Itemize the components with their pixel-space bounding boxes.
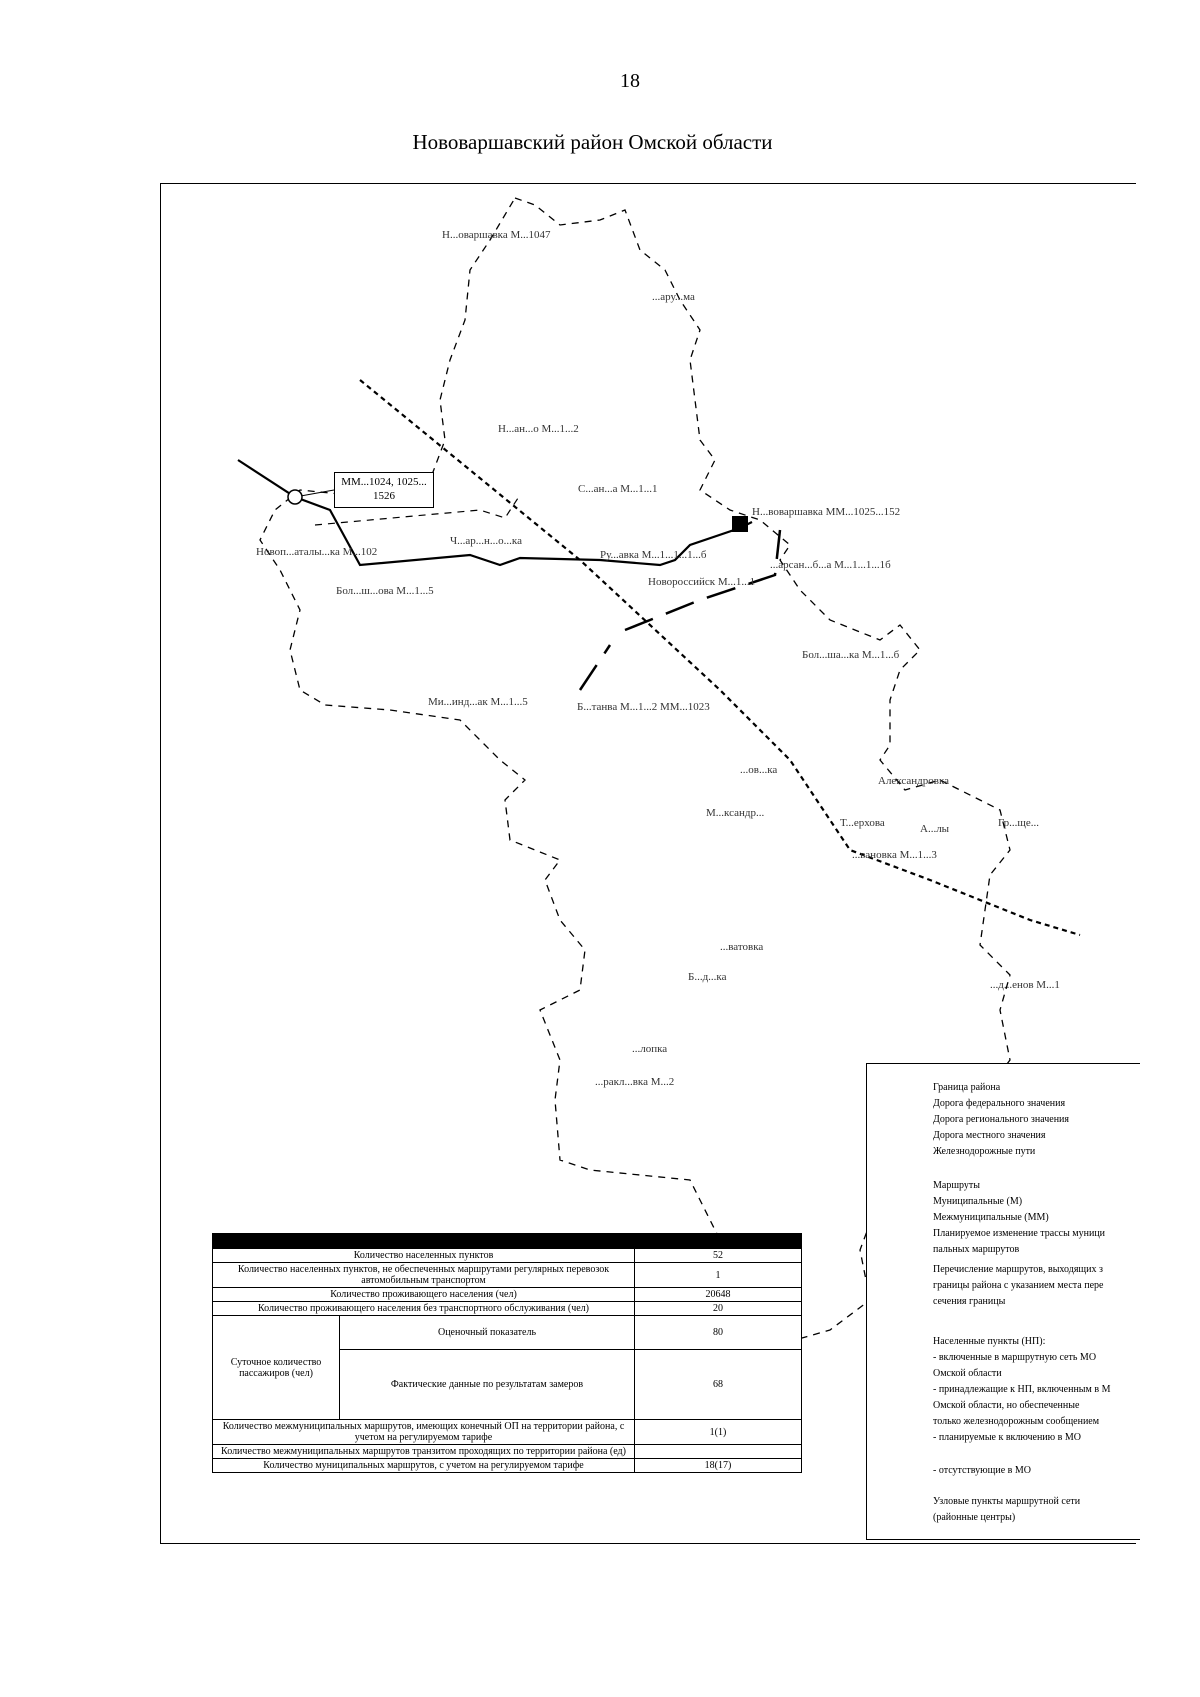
table-row	[213, 1445, 802, 1459]
place-label: Т...ерхова	[840, 817, 885, 829]
place-label: Гр...ще...	[998, 817, 1040, 829]
legend-item: Планируемое изменение трассы муници	[933, 1228, 1106, 1239]
place-label: М...ксандр...	[706, 807, 765, 819]
local-road	[580, 645, 610, 690]
table-cell-label: Количество населенных пунктов	[213, 1249, 635, 1263]
legend-item: Железнодорожные пути	[933, 1146, 1036, 1157]
table-row	[213, 1249, 802, 1263]
place-label: ...лопка	[632, 1043, 668, 1055]
table-cell-value: 80	[635, 1316, 802, 1350]
route-box-line: ММ...1024, 1025...	[341, 476, 427, 488]
legend-item: только железнодорожным сообщением	[933, 1416, 1100, 1427]
place-label: Бол...ш...ова М...1...5	[336, 585, 434, 597]
table-row	[213, 1420, 802, 1445]
statistics-table	[212, 1233, 802, 1473]
legend-item: Омской области, но обеспеченные	[933, 1400, 1080, 1411]
table-cell-value: 52	[635, 1249, 802, 1263]
place-label: ...д...енов М...1	[990, 979, 1060, 991]
legend-item: - включенные в маршрутную сеть МО	[933, 1352, 1097, 1363]
table-cell-label: Количество межмуниципальных маршрутов транзитом проходящих по территории района (ед)	[213, 1445, 635, 1459]
place-label: Новоп...аталы...ка М...102	[256, 546, 378, 558]
legend-item: сечения границы	[933, 1296, 1006, 1307]
table-cell-value: 20648	[635, 1288, 802, 1302]
table-row	[213, 1288, 802, 1302]
place-label: ...ракл...вка М...2	[595, 1076, 675, 1088]
table-cell-value	[635, 1445, 802, 1459]
table-cell-group: Суточное количество пассажиров (чел)	[213, 1316, 340, 1420]
table-cell-label: Фактические данные по результатам замеров	[340, 1350, 635, 1420]
place-label: А...лы	[920, 823, 950, 835]
legend-item: Межмуниципальные (ММ)	[933, 1212, 1049, 1223]
place-label: Б...д...ка	[688, 971, 727, 983]
page-title: Нововаршавский район Омской области	[412, 130, 773, 154]
legend-item: Муниципальные (М)	[933, 1196, 1023, 1207]
place-label: Александровка	[878, 775, 950, 787]
legend-item: Дорога федерального значения	[933, 1098, 1066, 1109]
legend-item: Маршруты	[933, 1180, 980, 1191]
boundary-crossing-marker	[288, 490, 302, 504]
place-label: Ру...авка М...1...1...1...б	[600, 549, 707, 561]
place-label: Ч...ар...н...о...ка	[450, 535, 522, 547]
place-label: ...ватовка	[720, 941, 764, 953]
place-label: ...вановка М...1...3	[852, 849, 937, 861]
legend-item: границы района с указанием места пере	[933, 1280, 1104, 1291]
place-label: Новороссийск М...1...1	[648, 576, 756, 588]
legend-item: (районные центры)	[933, 1512, 1016, 1523]
table-cell-label: Количество населенных пунктов, не обеспеченных маршрутами регулярных перевозок автомобильным транспортом	[213, 1263, 635, 1288]
legend-item: - принадлежащие к НП, включенным в М	[933, 1384, 1111, 1395]
place-label: ...ару...ма	[652, 291, 695, 303]
place-label: Н...ан...о М...1...2	[498, 423, 579, 435]
legend-item: Омской области	[933, 1368, 1002, 1379]
table-header-bar	[213, 1234, 802, 1249]
place-label: Бол...ша...ка М...1...б	[802, 649, 900, 661]
page-number: 18	[620, 70, 640, 92]
legend-item: пальных маршрутов	[933, 1244, 1020, 1255]
table-row	[213, 1263, 802, 1288]
place-label: С...ан...а М...1...1	[578, 483, 658, 495]
table-cell-value: 18(17)	[635, 1459, 802, 1473]
table-cell-value: 1	[635, 1263, 802, 1288]
legend-item: Узловые пункты маршрутной сети	[933, 1496, 1081, 1507]
table-cell-value: 1(1)	[635, 1420, 802, 1445]
table-cell-label: Количество межмуниципальных маршрутов, имеющих конечный ОП на территории района, с учетом на регулируемом тарифе	[213, 1420, 635, 1445]
legend-item: - планируемые к включению в МО	[933, 1432, 1081, 1443]
place-label: Н...оваршавка М...1047	[442, 229, 551, 241]
table-cell-value: 20	[635, 1302, 802, 1316]
table-cell-value: 68	[635, 1350, 802, 1420]
table-row	[213, 1316, 802, 1350]
railway-line	[360, 380, 1080, 935]
route-box-line: 1526	[373, 490, 395, 502]
place-label: ...ов...ка	[740, 764, 778, 776]
place-label: Ми...инд...ак М...1...5	[428, 696, 528, 708]
table-cell-label: Количество проживающего населения без транспортного обслуживания (чел)	[213, 1302, 635, 1316]
table-row	[213, 1302, 802, 1316]
legend-item: Дорога регионального значения	[933, 1114, 1069, 1125]
table-row	[213, 1459, 802, 1473]
table-cell-label: Оценочный показатель	[340, 1316, 635, 1350]
place-label: ...арсан...б...а М...1...1...1б	[770, 559, 891, 571]
district-center-marker	[732, 516, 748, 532]
table-cell-label: Количество муниципальных маршрутов, с учетом на регулируемом тарифе	[213, 1459, 635, 1473]
legend-item: Граница района	[933, 1082, 1001, 1093]
table-cell-label: Количество проживающего населения (чел)	[213, 1288, 635, 1302]
legend-item: - отсутствующие в МО	[933, 1465, 1031, 1476]
route-crossing-box	[334, 472, 434, 508]
place-label: Н...воваршавка ММ...1025...152	[752, 506, 901, 518]
legend-item: Перечисление маршрутов, выходящих з	[933, 1264, 1103, 1275]
legend-item: Населенные пункты (НП):	[933, 1336, 1046, 1347]
legend-item: Дорога местного значения	[933, 1130, 1046, 1141]
legend	[866, 1063, 1140, 1540]
place-label: Б...танва М...1...2 ММ...1023	[577, 701, 710, 713]
